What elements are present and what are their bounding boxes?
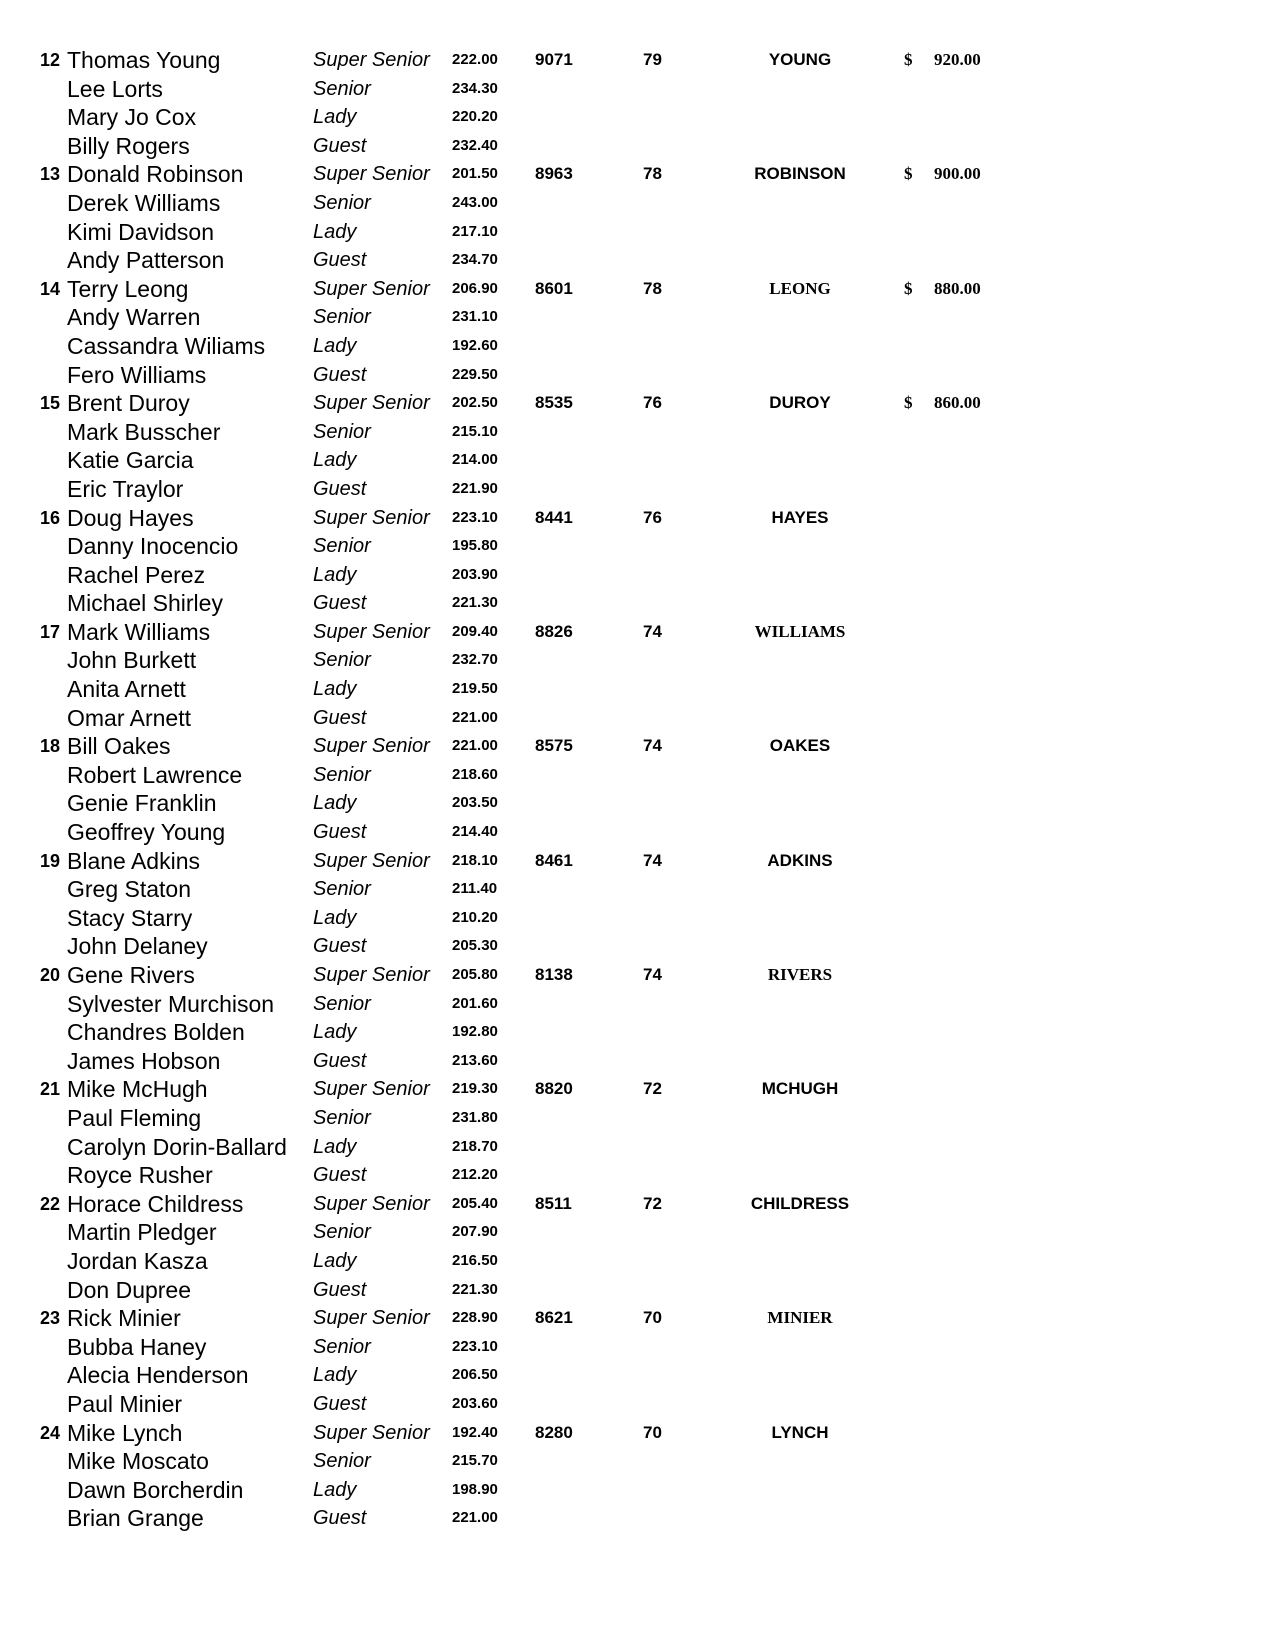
bowler-division: Lady [313,678,357,701]
team-total: 8963 [535,164,573,184]
bowler-division: Lady [313,106,357,129]
bowler-division: Guest [313,592,367,615]
bowler-name: Jordan Kasza [67,1247,208,1274]
prize-amount: 920.00 [934,50,981,69]
team-points: 70 [643,1308,662,1328]
bowler-division: Lady [313,334,357,357]
team-total: 8535 [535,393,573,413]
bowler-score: 221.00 [452,708,498,726]
bowler-score: 211.40 [452,880,498,898]
bowler-division: Senior [313,1221,371,1244]
bowler-score: 229.50 [452,365,498,383]
member-row [0,189,1275,218]
bowler-name: Blane Adkins [67,847,200,874]
team-rank: 17 [39,621,60,642]
bowler-division: Senior [313,420,371,443]
bowler-division: Lady [313,1249,357,1272]
member-row [0,332,1275,361]
team-header-row [0,504,1275,533]
bowler-division: Senior [313,878,371,901]
bowler-score: 203.60 [452,1394,498,1412]
bowler-score: 206.90 [452,279,498,297]
bowler-name: Martin Pledger [67,1219,217,1246]
bowler-score: 220.20 [452,108,498,126]
member-row [0,132,1275,161]
bowler-score: 223.10 [452,508,498,526]
team-header-row [0,1419,1275,1448]
team-name: LEONG [769,278,831,298]
bowler-name: Gene Rivers [67,962,195,988]
team-name: CHILDRESS [750,1193,850,1213]
bowler-name: Royce Rusher [67,1162,213,1189]
bowler-score: 192.60 [452,336,498,354]
member-row [0,103,1275,132]
bowler-score: 218.60 [452,765,498,783]
team-total: 8820 [535,1079,573,1099]
member-row [0,646,1275,675]
bowler-score: 203.90 [452,565,498,583]
bowler-division: Guest [313,935,367,958]
bowler-division: Super Senior [313,392,430,415]
member-row [0,1390,1275,1419]
team-points: 74 [643,965,662,984]
bowler-division: Guest [313,1392,367,1415]
bowler-division: Lady [313,1478,357,1501]
team-name: HAYES [771,507,829,527]
team-points: 72 [643,1079,662,1099]
bowler-division: Senior [313,992,371,1015]
team-points: 76 [643,507,662,527]
bowler-division: Guest [313,821,367,844]
bowler-name: Brent Duroy [67,390,190,417]
bowler-score: 218.10 [452,851,498,869]
currency-symbol: $ [904,393,913,413]
bowler-division: Super Senior [313,1421,430,1444]
member-row [0,1476,1275,1505]
bowler-score: 221.00 [452,737,498,755]
team-standings-list [0,46,1275,1533]
bowler-division: Lady [313,563,357,586]
bowler-name: Mark Busscher [67,418,221,445]
bowler-score: 218.70 [452,1137,498,1155]
bowler-score: 222.00 [452,51,498,68]
bowler-score: 192.40 [452,1423,498,1441]
team-total: 8601 [535,278,573,298]
bowler-division: Senior [313,77,371,100]
team-header-row [0,1304,1275,1333]
team-points: 74 [643,621,662,641]
team-block [0,504,1275,618]
bowler-name: Danny Inocencio [67,533,239,560]
team-name: WILLIAMS [754,621,846,641]
bowler-division: Senior [313,191,371,214]
bowler-division: Super Senior [313,1078,430,1101]
bowler-score: 234.70 [452,251,498,269]
bowler-score: 201.60 [452,994,498,1012]
team-block [0,847,1275,961]
team-total: 8461 [535,850,573,870]
bowler-score: 243.00 [452,193,498,211]
bowler-score: 202.50 [452,394,498,412]
bowler-name: Dawn Borcherdin [67,1476,244,1503]
team-block [0,1304,1275,1418]
bowler-name: Geoffrey Young [67,819,226,846]
prize-amount: 900.00 [934,164,981,184]
member-row [0,532,1275,561]
bowler-name: Derek Williams [67,189,221,216]
member-row [0,990,1275,1019]
team-rank: 24 [39,1422,60,1443]
bowler-name: Robert Lawrence [67,761,243,788]
bowler-score: 198.90 [452,1480,498,1498]
bowler-division: Lady [313,449,357,472]
bowler-name: Genie Franklin [67,790,217,817]
team-name: OAKES [769,736,831,756]
bowler-name: Stacy Starry [67,904,193,931]
team-name: RIVERS [767,965,833,984]
team-name: ROBINSON [754,164,846,184]
bowler-name: Fero Williams [67,361,207,388]
bowler-score: 221.00 [452,1509,498,1527]
bowler-score: 221.90 [452,479,498,497]
bowler-score: 207.90 [452,1223,498,1241]
bowler-division: Senior [313,306,371,329]
member-row [0,561,1275,590]
bowler-score: 232.40 [452,136,498,154]
bowler-name: Mary Jo Cox [67,104,197,131]
bowler-division: Lady [313,1364,357,1387]
team-points: 76 [643,393,662,413]
team-points: 74 [643,736,662,756]
team-header-row [0,961,1275,990]
member-row [0,1504,1275,1533]
bowler-division: Super Senior [313,1307,430,1330]
member-row [0,589,1275,618]
team-block [0,1190,1275,1304]
prize-amount: 880.00 [934,278,981,298]
bowler-division: Guest [313,249,367,272]
team-total: 8621 [535,1308,573,1328]
member-row [0,704,1275,733]
bowler-division: Super Senior [313,1192,430,1215]
bowler-name: John Burkett [67,647,197,674]
team-rank: 23 [39,1308,60,1329]
bowler-score: 209.40 [452,622,498,640]
currency-symbol: $ [904,164,913,184]
team-points: 79 [643,50,662,69]
member-row [0,361,1275,390]
bowler-score: 203.50 [452,794,498,812]
bowler-score: 221.30 [452,1280,498,1298]
team-header-row [0,1190,1275,1219]
bowler-name: Donald Robinson [67,161,244,188]
bowler-division: Senior [313,763,371,786]
team-rank: 20 [39,965,60,985]
team-header-row [0,732,1275,761]
team-block [0,961,1275,1075]
bowler-name: Mark Williams [67,618,211,645]
bowler-score: 221.30 [452,594,498,612]
team-points: 70 [643,1422,662,1442]
bowler-name: Bubba Haney [67,1333,207,1360]
bowler-name: Katie Garcia [67,447,194,474]
bowler-name: Cassandra Wiliams [67,332,266,359]
bowler-name: Sylvester Murchison [67,990,275,1017]
bowler-score: 210.20 [452,908,498,926]
bowler-name: Anita Arnett [67,676,186,703]
bowler-division: Lady [313,220,357,243]
team-total: 8441 [535,507,573,527]
bowler-division: Super Senior [313,735,430,758]
team-header-row [0,275,1275,304]
bowler-name: Mike Moscato [67,1448,209,1475]
team-points: 78 [643,278,662,298]
member-row [0,1047,1275,1076]
bowler-division: Guest [313,134,367,157]
team-total: 8826 [535,621,573,641]
bowler-score: 205.80 [452,966,498,983]
bowler-score: 215.10 [452,422,498,440]
member-row [0,246,1275,275]
team-name: MINIER [767,1308,833,1328]
bowler-name: Kimi Davidson [67,218,214,245]
bowler-score: 217.10 [452,222,498,240]
member-row [0,875,1275,904]
bowler-score: 205.40 [452,1194,498,1212]
member-row [0,1161,1275,1190]
team-block [0,275,1275,389]
bowler-name: Terry Leong [67,275,189,302]
team-name: ADKINS [767,850,833,870]
team-rank: 21 [39,1079,60,1100]
bowler-division: Guest [313,477,367,500]
team-block [0,618,1275,732]
bowler-division: Guest [313,1278,367,1301]
member-row [0,675,1275,704]
bowler-score: 214.00 [452,451,498,469]
bowler-name: Carolyn Dorin-Ballard [67,1133,287,1160]
bowler-score: 223.10 [452,1337,498,1355]
team-rank: 16 [39,507,60,528]
bowler-name: Alecia Henderson [67,1362,249,1389]
bowler-score: 206.50 [452,1366,498,1384]
bowler-name: Chandres Bolden [67,1019,245,1046]
team-rank: 14 [39,278,60,299]
bowler-division: Super Senior [313,277,430,300]
team-rank: 19 [39,850,60,871]
bowler-division: Lady [313,1135,357,1158]
bowler-division: Super Senior [313,49,430,71]
team-block [0,732,1275,846]
bowler-division: Guest [313,1049,367,1072]
bowler-name: Thomas Young [67,47,221,73]
team-header-row [0,1075,1275,1104]
bowler-score: 205.30 [452,937,498,955]
bowler-division: Guest [313,1507,367,1530]
bowler-division: Lady [313,792,357,815]
bowler-score: 216.50 [452,1251,498,1269]
member-row [0,1133,1275,1162]
team-name: DUROY [769,393,831,413]
member-row [0,303,1275,332]
currency-symbol: $ [904,50,913,69]
team-block [0,1419,1275,1533]
bowler-division: Senior [313,649,371,672]
bowler-name: Doug Hayes [67,504,194,531]
bowler-name: Mike McHugh [67,1076,208,1103]
bowler-score: 231.10 [452,308,498,326]
bowler-score: 231.80 [452,1108,498,1126]
bowler-name: Omar Arnett [67,704,191,731]
bowler-division: Senior [313,1106,371,1129]
bowler-name: Eric Traylor [67,475,184,502]
bowler-score: 212.20 [452,1166,498,1184]
bowler-name: John Delaney [67,933,208,960]
bowler-name: Bill Oakes [67,733,171,760]
bowler-division: Guest [313,706,367,729]
bowler-name: Billy Rogers [67,132,190,159]
bowler-division: Lady [313,1021,357,1044]
member-row [0,475,1275,504]
bowler-score: 215.70 [452,1452,498,1470]
bowler-name: Brian Grange [67,1505,204,1532]
team-header-row [0,389,1275,418]
bowler-division: Senior [313,1335,371,1358]
member-row [0,761,1275,790]
bowler-score: 195.80 [452,537,498,555]
member-row [0,932,1275,961]
bowler-score: 201.50 [452,165,498,183]
bowler-score: 219.30 [452,1080,498,1098]
member-row [0,1447,1275,1476]
team-header-row [0,847,1275,876]
bowler-name: Lee Lorts [67,75,163,102]
bowler-division: Super Senior [313,620,430,643]
member-row [0,1247,1275,1276]
bowler-name: Don Dupree [67,1276,192,1303]
team-block [0,1075,1275,1189]
member-row [0,1018,1275,1047]
team-total: 9071 [535,50,573,69]
bowler-name: Paul Minier [67,1390,183,1417]
member-row [0,75,1275,104]
team-total: 8138 [535,965,573,984]
team-points: 72 [643,1193,662,1213]
bowler-division: Senior [313,1450,371,1473]
bowler-name: Mike Lynch [67,1419,183,1446]
bowler-name: Michael Shirley [67,590,223,617]
bowler-division: Guest [313,1164,367,1187]
member-row [0,1276,1275,1305]
team-total: 8511 [535,1193,572,1213]
team-rank: 12 [39,50,60,70]
team-rank: 18 [39,736,60,757]
team-rank: 13 [39,164,60,185]
bowler-division: Super Senior [313,849,430,872]
bowler-name: Horace Childress [67,1190,244,1217]
team-block [0,389,1275,503]
member-row [0,418,1275,447]
member-row [0,818,1275,847]
bowler-name: Paul Fleming [67,1104,202,1131]
team-header-row [0,160,1275,189]
bowler-name: Andy Warren [67,304,201,331]
bowler-division: Super Senior [313,964,430,986]
team-name: YOUNG [768,50,832,69]
bowler-division: Guest [313,363,367,386]
member-row [0,1218,1275,1247]
bowler-name: Rick Minier [67,1305,181,1332]
bowler-score: 214.40 [452,823,498,841]
team-points: 78 [643,164,662,184]
team-total: 8575 [535,736,573,756]
team-header-row [0,618,1275,647]
member-row [0,1361,1275,1390]
bowler-score: 219.50 [452,680,498,698]
member-row [0,1333,1275,1362]
bowler-division: Senior [313,535,371,558]
bowler-name: James Hobson [67,1047,221,1074]
team-points: 74 [643,850,662,870]
team-header-row [0,46,1275,75]
member-row [0,446,1275,475]
bowler-score: 232.70 [452,651,498,669]
member-row [0,789,1275,818]
bowler-division: Lady [313,906,357,929]
bowler-name: Rachel Perez [67,561,206,588]
team-block [0,46,1275,160]
currency-symbol: $ [904,278,913,298]
bowler-division: Super Senior [313,506,430,529]
team-rank: 22 [39,1193,60,1214]
team-name: LYNCH [771,1422,829,1442]
bowler-score: 213.60 [452,1051,498,1069]
prize-amount: 860.00 [934,393,981,413]
team-rank: 15 [39,393,60,414]
bowler-score: 192.80 [452,1023,498,1041]
member-row [0,904,1275,933]
team-block [0,160,1275,274]
bowler-division: Super Senior [313,163,430,186]
team-total: 8280 [535,1422,573,1442]
bowler-score: 234.30 [452,79,498,97]
bowler-name: Greg Staton [67,876,192,903]
member-row [0,1104,1275,1133]
bowler-score: 228.90 [452,1309,498,1327]
bowler-name: Andy Patterson [67,247,225,274]
member-row [0,218,1275,247]
team-name: MCHUGH [761,1079,839,1099]
